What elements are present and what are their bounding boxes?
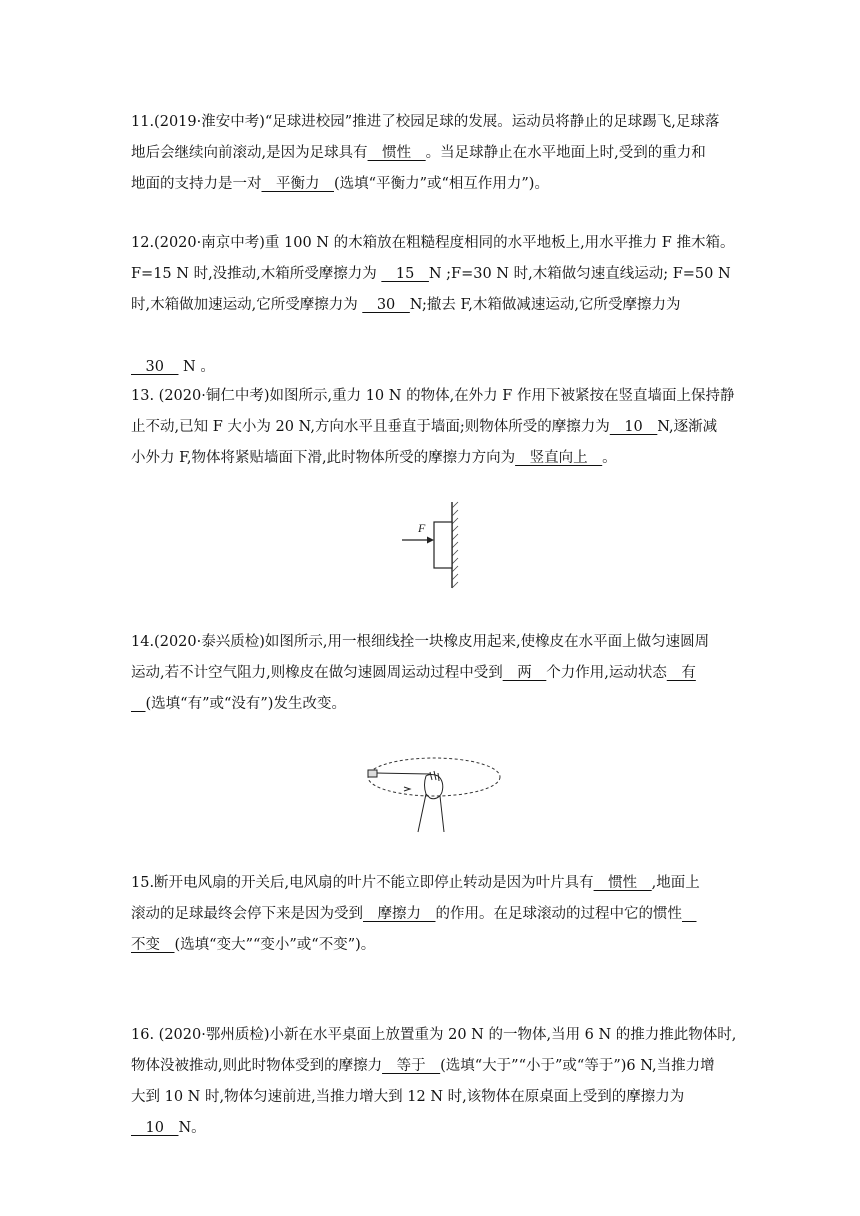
- answer-blank: __10__: [131, 1120, 179, 1136]
- text-line: [131, 228, 735, 259]
- answer-blank: __惯性__: [593, 875, 652, 891]
- text-line: [131, 169, 731, 200]
- text-segment: ,地面上: [651, 875, 700, 891]
- answer-blank: __有: [666, 665, 696, 681]
- text-segment: 时,木箱做加速运动,它所受摩擦力为: [131, 297, 363, 313]
- answer-blank: __竖直向上__: [515, 450, 603, 466]
- text-segment: 11.(2019·淮安中考)“足球进校园”推进了校园足球的发展。运动员将静止的足球踢飞,足球落: [131, 114, 720, 130]
- text-line: [131, 627, 731, 658]
- text-segment: 。当足球静止在水平地面上时,受到的重力和: [425, 145, 706, 161]
- answer-blank: __惯性__: [367, 145, 426, 161]
- text-segment: 个力作用,运动状态: [546, 665, 667, 681]
- text-line: [131, 658, 731, 689]
- question-15: [131, 868, 731, 961]
- text-segment: 物体没被推动,则此时物体受到的摩擦力: [131, 1058, 383, 1074]
- text-line: [131, 1082, 731, 1113]
- answer-blank: __等于__: [382, 1058, 441, 1074]
- question-11: [131, 107, 731, 200]
- text-segment: 大到 10 N 时,物体匀速前进,当推力增大到 12 N 时,该物体在原桌面上受到的摩擦力为: [131, 1089, 685, 1105]
- answer-blank: __30__: [131, 359, 179, 375]
- text-line: [131, 868, 731, 899]
- text-segment: 16. (2020·鄂州质检)小新在水平桌面上放置重为 20 N 的一物体,当用 6 N 的推力推此物体时,: [131, 1027, 737, 1043]
- answer-blank: __两__: [502, 665, 547, 681]
- text-line: [131, 107, 731, 138]
- answer-blank: __: [131, 696, 146, 712]
- question-16: [131, 1020, 737, 1144]
- text-segment: (选填“平衡力”或“相互作用力”)。: [334, 176, 549, 192]
- answer-blank: __平衡力__: [261, 176, 334, 192]
- text-segment: (选填“大于”“小于”或“等于”)6 N,当推力增: [440, 1058, 715, 1074]
- text-line: [131, 412, 731, 443]
- force-label: F: [418, 521, 426, 535]
- text-line: [131, 1113, 731, 1144]
- text-line: [131, 930, 731, 961]
- answer-blank: __: [682, 906, 697, 922]
- text-segment: 15.断开电风扇的开关后,电风扇的叶片不能立即停止转动是因为叶片具有: [131, 875, 594, 891]
- text-segment: 的作用。在足球滚动的过程中它的惯性: [435, 906, 682, 922]
- text-segment: N 。: [178, 359, 215, 375]
- text-segment: 止不动,已知 F 大小为 20 N,方向水平且垂直于墙面;则物体所受的摩擦力为: [131, 419, 610, 435]
- answer-blank: __10__: [609, 419, 658, 435]
- text-line: [131, 352, 731, 383]
- text-segment: 小外力 F,物体将紧贴墙面下滑,此时物体所受的摩擦力方向为: [131, 450, 516, 466]
- question-12: [131, 228, 735, 383]
- block-against-wall-diagram: [390, 496, 470, 592]
- text-segment: 地后会继续向前滚动,是因为足球具有: [131, 145, 368, 161]
- text-segment: 地面的支持力是一对: [131, 176, 262, 192]
- question-13: [131, 381, 735, 474]
- answer-blank: __30__: [362, 297, 410, 313]
- text-segment: 运动,若不计空气阻力,则橡皮在做匀速圆周运动过程中受到: [131, 665, 503, 681]
- hand-whirling-eraser-diagram: [364, 752, 504, 836]
- text-segment: N ;F=30 N 时,木箱做匀速直线运动; F=50 N: [428, 266, 731, 282]
- text-segment: 13. (2020·铜仁中考)如图所示,重力 10 N 的物体,在外力 F 作用下被紧按在竖直墙面上保持静: [131, 388, 735, 404]
- text-segment: 。: [602, 450, 617, 466]
- text-segment: 12.(2020·南京中考)重 100 N 的木箱放在粗糙程度相同的水平地板上,用水平推力 F 推木箱。: [131, 235, 735, 251]
- text-segment: 14.(2020·泰兴质检)如图所示,用一根细线拴一块橡皮用起来,使橡皮在水平面上做匀速圆周: [131, 634, 710, 650]
- text-line: [131, 321, 731, 352]
- text-segment: (选填“变大”“变小”或“不变”)。: [174, 937, 376, 953]
- text-line: [131, 689, 731, 720]
- text-segment: N,逐渐减: [657, 419, 718, 435]
- text-segment: (选填“有”或“没有”)发生改变。: [145, 696, 346, 712]
- text-line: [131, 381, 735, 412]
- text-segment: N;撤去 F,木箱做减速运动,它所受摩擦力为: [409, 297, 681, 313]
- text-segment: N。: [178, 1120, 206, 1136]
- text-line: [131, 443, 731, 474]
- answer-blank: __摩擦力__: [363, 906, 436, 922]
- text-segment: F=15 N 时,没推动,木箱所受摩擦力为: [131, 266, 382, 282]
- answer-blank: __15__: [381, 266, 429, 282]
- text-line: [131, 899, 731, 930]
- text-line: [131, 1051, 731, 1082]
- text-line: [131, 290, 731, 321]
- text-line: [131, 1020, 737, 1051]
- text-segment: 滚动的足球最终会停下来是因为受到: [131, 906, 363, 922]
- question-14: [131, 627, 731, 720]
- answer-blank: 不变__: [131, 937, 175, 953]
- text-line: [131, 259, 731, 290]
- text-line: [131, 138, 731, 169]
